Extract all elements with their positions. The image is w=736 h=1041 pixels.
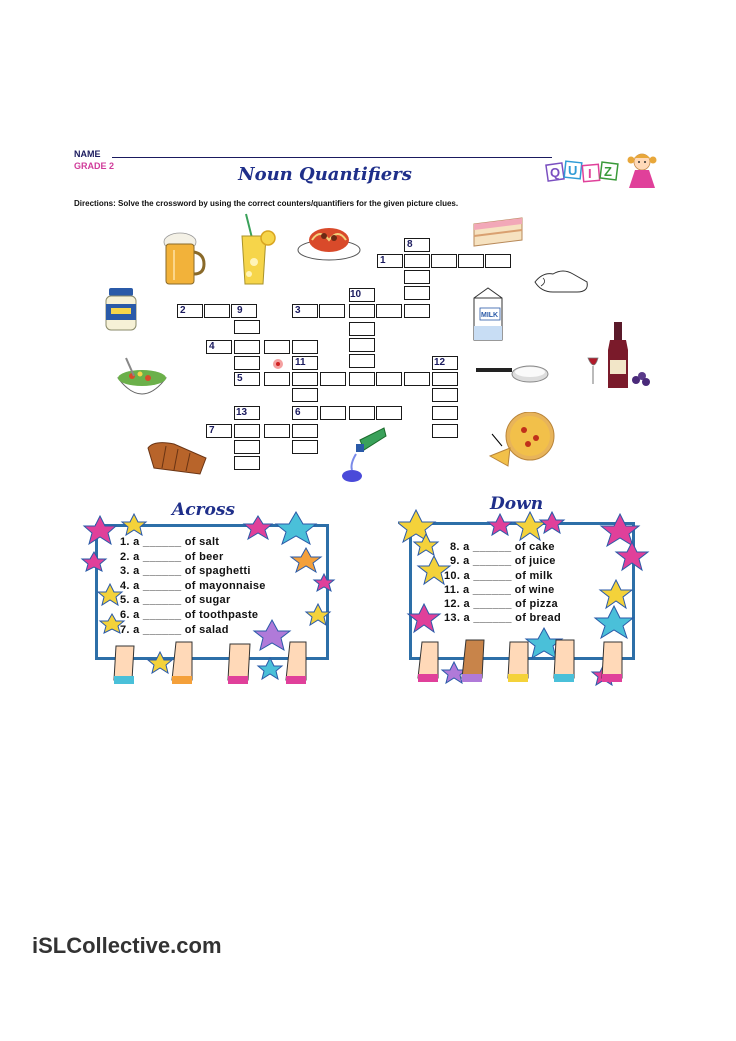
star-icon <box>488 514 512 535</box>
crossword-cell[interactable] <box>264 340 290 354</box>
crossword-cell[interactable] <box>234 340 260 354</box>
clue-number: 7 <box>209 425 215 436</box>
crossword-cell[interactable] <box>264 372 290 386</box>
across-clue-3: 3. a ______ of spaghetti <box>120 565 251 577</box>
crossword-cell[interactable] <box>292 340 318 354</box>
crossword-cell[interactable] <box>404 372 430 386</box>
name-line[interactable] <box>112 157 552 158</box>
across-decoration-stars <box>80 508 340 688</box>
clue-number: 1 <box>380 255 386 266</box>
star-icon <box>244 516 272 539</box>
down-clue-10: 10. a ______ of milk <box>444 570 553 582</box>
crossword-cell[interactable] <box>458 254 484 268</box>
juice-glass-icon <box>236 212 278 288</box>
star-icon <box>276 512 316 544</box>
star-icon <box>600 580 632 608</box>
star-icon <box>148 652 172 673</box>
wine-bottle-icon <box>584 320 656 392</box>
crossword-cell[interactable] <box>264 424 290 438</box>
cake-slice-icon <box>472 214 524 248</box>
crossword-cell[interactable] <box>234 424 260 438</box>
clue-number: 4 <box>209 341 215 352</box>
sugar-spoon-icon <box>476 362 550 390</box>
bread-loaf-icon <box>144 438 210 478</box>
clue-number: 11 <box>295 357 306 368</box>
clue-number: 6 <box>295 407 301 418</box>
down-clue-12: 12. a ______ of pizza <box>444 598 558 610</box>
quiz-block-q <box>546 163 564 181</box>
across-clue-1: 1. a ______ of salt <box>120 536 220 548</box>
quiz-letter-z: Z <box>604 164 612 179</box>
star-icon <box>514 512 546 540</box>
crossword-cell[interactable] <box>292 388 318 402</box>
star-icon <box>616 542 648 570</box>
girl-icon <box>628 154 657 188</box>
star-icon <box>291 548 321 572</box>
quiz-letter-q: Q <box>550 165 561 180</box>
clue-number: 9 <box>237 305 243 316</box>
crossword-cell[interactable] <box>292 424 318 438</box>
crossword-cell[interactable] <box>349 354 375 368</box>
across-clue-7: 7. a ______ of salad <box>120 624 229 636</box>
quiz-letter-i: I <box>588 166 592 181</box>
down-title: Down <box>490 494 544 514</box>
clue-number: 12 <box>434 357 446 368</box>
crossword-cell[interactable] <box>292 440 318 454</box>
pinch-hand-icon <box>533 262 589 298</box>
crossword-cell[interactable] <box>204 304 230 318</box>
across-clue-4: 4. a ______ of mayonnaise <box>120 580 266 592</box>
crossword-cell[interactable] <box>376 304 402 318</box>
spaghetti-plate-icon <box>296 218 362 264</box>
crossword-cell[interactable] <box>404 270 430 284</box>
crossword-cell[interactable] <box>432 424 458 438</box>
down-decoration-stars <box>398 504 660 690</box>
star-icon <box>100 614 124 633</box>
crossword-cell[interactable] <box>349 322 375 336</box>
quiz-block-z <box>600 162 618 180</box>
across-clue-5: 5. a ______ of sugar <box>120 594 231 606</box>
clue-number: 8 <box>407 239 413 250</box>
crossword-cell[interactable] <box>376 372 402 386</box>
flower-icon <box>270 357 286 371</box>
star-icon <box>595 606 633 638</box>
across-clue-2: 2. a ______ of beer <box>120 551 224 563</box>
crossword-cell[interactable] <box>319 304 345 318</box>
star-icon <box>82 552 106 571</box>
crossword-cell[interactable] <box>432 372 458 386</box>
crossword-cell[interactable] <box>234 356 260 370</box>
star-icon <box>84 516 116 544</box>
star-icon <box>258 658 282 679</box>
clue-number: 13 <box>236 407 248 418</box>
mayonnaise-jar-icon <box>103 286 139 332</box>
star-icon <box>398 510 435 542</box>
across-title: Across <box>172 500 235 520</box>
clue-number: 2 <box>180 305 186 316</box>
star-icon <box>122 514 146 535</box>
crossword-cell[interactable] <box>404 304 430 318</box>
down-clue-8: 8. a ______ of cake <box>450 541 555 553</box>
site-watermark: iSLCollective.com <box>32 933 222 958</box>
crossword-cell[interactable] <box>432 388 458 402</box>
crossword-cell[interactable] <box>234 320 260 334</box>
down-clue-11: 11. a ______ of wine <box>444 584 555 596</box>
crossword-cell[interactable] <box>292 372 318 386</box>
crossword-cell[interactable] <box>349 338 375 352</box>
quiz-block-i <box>582 164 599 181</box>
down-clue-9: 9. a ______ of juice <box>450 555 556 567</box>
grade-label: GRADE 2 <box>74 161 115 171</box>
star-icon <box>254 620 290 650</box>
milk-carton-icon <box>468 286 508 342</box>
star-icon <box>418 556 450 584</box>
worksheet-title: Noun Quantifiers <box>238 164 412 185</box>
crossword-cell[interactable] <box>234 440 260 454</box>
clue-number: 5 <box>237 373 243 384</box>
crossword-cell[interactable] <box>234 456 260 470</box>
crossword-cell[interactable] <box>320 406 346 420</box>
quiz-block-u <box>564 161 582 179</box>
crossword-cell[interactable] <box>349 406 375 420</box>
crossword-cell[interactable] <box>432 406 458 420</box>
crossword-cell[interactable] <box>349 304 375 318</box>
star-icon <box>414 534 438 555</box>
crossword-cell[interactable] <box>404 254 430 268</box>
crossword-cell[interactable] <box>431 254 457 268</box>
salad-bowl-icon <box>114 354 170 408</box>
down-clue-13: 13. a ______ of bread <box>444 612 561 624</box>
milk-label: MILK <box>481 312 499 319</box>
name-label: NAME <box>74 149 101 159</box>
crossword-cell[interactable] <box>231 304 257 318</box>
star-icon <box>98 584 122 605</box>
star-icon <box>314 574 334 591</box>
quiz-letter-u: U <box>568 163 578 178</box>
pizza-icon <box>488 412 558 468</box>
crossword-cell[interactable] <box>485 254 511 268</box>
across-clue-6: 6. a ______ of toothpaste <box>120 609 259 621</box>
star-icon <box>306 604 330 625</box>
toothpaste-tube-icon <box>340 426 388 486</box>
directions-text: Directions: Solve the crossword by using the correct counters/quantifiers for the given picture clues. <box>74 199 459 208</box>
star-icon <box>408 604 440 632</box>
star-icon <box>540 512 564 533</box>
crossword-cell[interactable] <box>376 406 402 420</box>
crossword-cell[interactable] <box>404 286 430 300</box>
clue-number: 3 <box>295 305 301 316</box>
quiz-logo <box>545 148 670 193</box>
crossword-cell[interactable] <box>320 372 346 386</box>
beer-mug-icon <box>160 232 206 290</box>
star-icon <box>601 514 639 546</box>
clue-number: 10 <box>350 289 362 300</box>
crossword-cell[interactable] <box>349 372 375 386</box>
